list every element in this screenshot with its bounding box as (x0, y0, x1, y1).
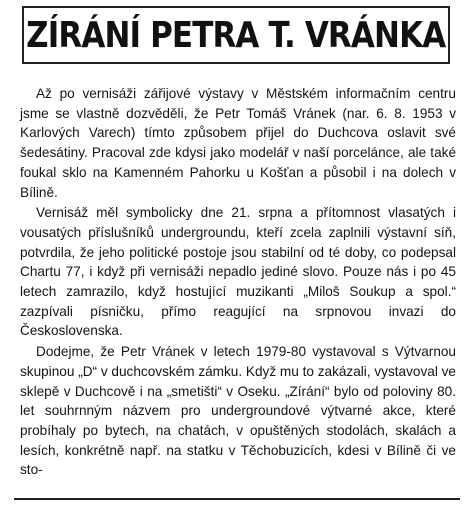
headline: ZÍRÁNÍ PETRA T. VRÁNKA (26, 14, 446, 56)
paragraph-2: Vernisáž měl symbolicky dne 21. srpna a přítomnost vlasatých i vousatých příslušníků undergroundu, kteří zcela zaplnili výstavní síň, potvrdila, že jeho politické postoje jsou stabilní od té doby, co podepsal Chartu 77, i když při vernisáži nepadlo jediné slovo. Pouze nás i po 45 letech zamrazilo, když hostující muzikanti „Miloš Soukup a spol.“ zazpívali písničku, přímo reagující na srpnovou invazi do Československa. (20, 205, 456, 339)
paragraph-3: Dodejme, že Petr Vránek v letech 1979-80 vystavoval s Výtvarnou skupinou „D“ v duchcovském zámku. Když mu to zakázali, vystavoval ve sklepě v Duchcově i na „smetišti“ v Oseku. „Zírání“ bylo od poloviny 80. let souhrnným názvem pro undergroundové výtvarné akce, které probíhaly po bytech, na chatách, v opuštěných stodolách, skalách a lesích, konkrétně např. na statku v Těchobuzicích, kdesi v Bílině či ve sto- (20, 344, 456, 478)
paragraph-1: Až po vernisáži zářijové výstavy v Městském informačním centru jsme se vlastně dozvěděli, že Petr Tomáš Vránek (nar. 6. 8. 1953 v Karlových Varech) tímto způsobem přijel do Duchcova oslavit své šedesátiny. Pracoval zde kdysi jako modelář v naší porcelánce, ale také foukal sklo na Kamenném Pahorku u Košťan a působil i na dolech v Bílině. (20, 86, 456, 200)
bottom-rule (14, 498, 460, 500)
newspaper-clipping (14, 6, 460, 502)
article-body (20, 84, 456, 480)
headline-box (22, 6, 450, 64)
